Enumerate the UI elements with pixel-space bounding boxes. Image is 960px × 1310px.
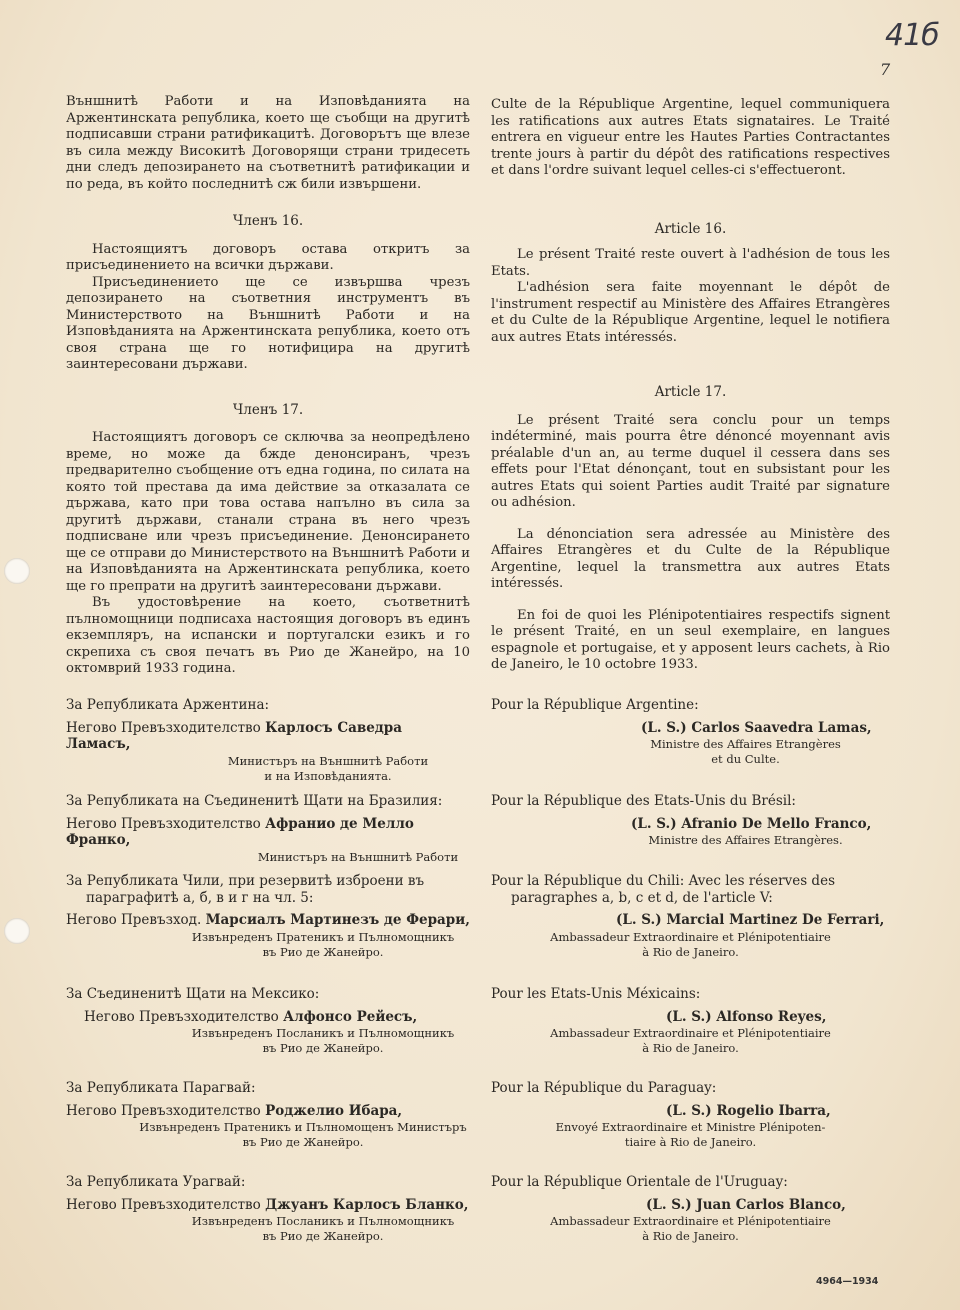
signatory-title: въ Рио де Жанейро.: [262, 944, 384, 959]
signature-block: [66, 793, 470, 873]
signatory-name: Карлосъ Саведра Ламасъ,: [66, 719, 402, 752]
article-16-heading: Article 16.: [654, 220, 727, 237]
signatory-title: Министъръ на Външнитѣ Работи: [227, 753, 429, 768]
paragraph: Въ удостовѣрение на което, съответнитѣ пълномощници подписаха настоящия договоръ въ единъ екземпляръ, на испански и португалски езикъ и го скрепиха съ своя печатъ въ Рио де Жанейро, на 10 октомврий 1933 година.: [66, 595, 470, 676]
signature-country: Pour la République des Etats-Unis du Brésil:: [491, 793, 796, 809]
signature-country: За Републиката на Съединенитѣ Щати на Бразилия:: [66, 793, 443, 809]
signatory-title: Извънреденъ Посланикъ и Пълномощникъ: [191, 1214, 455, 1228]
signatory-title: Ministre des Affaires Etrangères: [650, 737, 841, 751]
signatory-name: (L. S.) Rogelio Ibarra,: [666, 1102, 831, 1119]
signatory-name: Джуанъ Карлосъ Бланко,: [265, 1196, 469, 1213]
signature-country: Pour la République du Paraguay:: [491, 1080, 717, 1096]
signatory-title: Ambassadeur Extraordinaire et Plénipotentiaire: [550, 929, 831, 944]
signature-name-line: Негово Превъзходителство Джуанъ Карлосъ Бланко,: [66, 1196, 469, 1213]
signatory-name: (L. S.) Juan Carlos Blanco,: [646, 1196, 846, 1213]
signature-block: [491, 1174, 890, 1243]
signature-name-line: Негово Превъзходителство Роджелио Ибара,: [66, 1102, 403, 1119]
signatory-title: Извънреденъ Пратеникъ и Пълномощенъ Министъръ: [139, 1120, 467, 1134]
signature-block: [66, 1080, 470, 1174]
paragraph: En foi de quoi les Plénipotentiaires respectifs signent le présent Traité, en un seul exemplaire, en langues espagnole et portugaise, et y apposent leurs cachets, à Rio de Janeiro, le 10 octobre 1933.: [491, 607, 890, 672]
signature-block: [491, 1080, 890, 1174]
paragraph: Le présent Traité reste ouvert à l'adhésion de tous les Etats.: [491, 247, 890, 279]
paragraph-continuation: Culte de la République Argentine, lequel communiquera les ratifications aux autres Etats signataires. Le Traité entrera en vigueur entre les Hautes Parties Contractantes trente jours à partir du dépôt des ratifications respectives et dans l'ordre suivant lequel celles-ci s'effectueront.: [491, 97, 890, 178]
signature-country: Pour la République du Chili: Avec les réserves des paragraphes a, b, c et d, de l'article V:: [491, 873, 835, 906]
handwritten-folio: 41б: [885, 18, 939, 53]
signature-block: [491, 793, 890, 873]
article-17-heading: Членъ 17.: [232, 401, 304, 418]
signature-country: За Републиката Чили, при резервитѣ изброени въ параграфитѣ а, б, в и г на чл. 5:: [66, 873, 425, 906]
signatory-title: въ Рио де Жанейро.: [242, 1135, 364, 1149]
signature-country: За Републиката Урагвай:: [66, 1174, 246, 1190]
french-column: [491, 97, 890, 674]
signature-block: [491, 697, 890, 793]
signature-block: [66, 1174, 470, 1243]
signature-country: Pour les Etats-Unis Méxicains:: [491, 986, 701, 1002]
bulgarian-column: [66, 94, 470, 678]
punch-hole: [4, 558, 30, 584]
signatory-name: Роджелио Ибара,: [265, 1102, 403, 1119]
signature-country: За Републиката Аржентина:: [66, 697, 270, 713]
signatory-name: Афранио де Мелло Франко,: [66, 815, 414, 848]
page-number: 7: [880, 60, 891, 79]
signature-country: За Републиката Парагвай:: [66, 1080, 256, 1096]
signature-country: За Съединенитѣ Щати на Мексико:: [66, 986, 320, 1002]
signature-block: [66, 873, 470, 986]
signatory-title: Ambassadeur Extraordinaire et Plénipotentiaire: [550, 1026, 831, 1040]
paragraph: Настоящиятъ договоръ остава откритъ за присъединението на всички държави.: [66, 241, 470, 273]
signature-country: Pour la République Orientale de l'Uruguay:: [491, 1174, 788, 1190]
signatory-name: Алфонсо Рейесъ,: [283, 1008, 418, 1025]
signatory-title: въ Рио де Жанейро.: [262, 1229, 384, 1243]
signatory-title: tiaire à Rio de Janeiro.: [624, 1135, 757, 1149]
signature-block: [66, 986, 470, 1080]
signatory-title: Министъръ на Външнитѣ Работи: [257, 849, 459, 864]
french-signatures: [491, 697, 890, 1243]
signatory-title: à Rio de Janeiro.: [642, 944, 739, 959]
signatory-title: въ Рио де Жанейро.: [262, 1041, 384, 1055]
signatory-title: и на Изповѣданията.: [264, 768, 392, 783]
signatory-title: à Rio de Janeiro.: [642, 1041, 739, 1055]
paragraph: L'adhésion sera faite moyennant le dépôt de l'instrument respectif au Ministère des Affaires Etrangères et du Culte de la République Argentine, lequel le notifiera aux autres Etats intéressés.: [491, 280, 890, 345]
paragraph: Le présent Traité sera conclu pour un temps indéterminé, mais pourra être dénoncé moyennant avis préalable d'un an, au terme duquel il cessera dans ses effets pour l'Etat dénonçant, tout en subsistant pour les autres Etats qui soient Parties audit Traité par signature ou adhésion.: [491, 412, 890, 510]
signatory-name: Марсиалъ Мартинезъ де Ферари,: [205, 912, 470, 928]
paragraph: Присъединението ще се извършва чрезъ депозирането на съответния инструментъ въ Министерството на Външнитѣ Работи и на Изповѣданията на Аржентинската република, което отъ своя страна ще го нотифицира на другитѣ заинтересовани държави.: [66, 274, 470, 372]
article-16-heading: Членъ 16.: [232, 213, 304, 229]
signature-block: [66, 697, 470, 793]
paragraph: Настоящиятъ договоръ се сключва за неопредѣлено време, но може да бжде денонсиранъ, чрезъ предварително съобщение отъ една година, по силата на която той престава да има действие за отказалата се държава, като при това остава напълно въ сила за другитѣ държави, станали страна въ него чрезъ подписване или чрезъ присъединение. Денонсирането ще се отправи до Министерството на Външнитѣ Работи и на Изповѣданията на Аржентинската република, което ще го препрати на другитѣ заинтересовани държави.: [66, 430, 470, 594]
signatory-name: (L. S.) Afranio De Mello Franco,: [631, 815, 872, 832]
signatory-name: (L. S.) Marcial Martinez De Ferrari,: [616, 912, 885, 928]
signatory-title: Envoyé Extraordinaire et Ministre Plénipoten-: [555, 1120, 826, 1134]
signatory-title: Извънреденъ Пратеникъ и Пълномощникъ: [191, 929, 455, 944]
signature-name-line: Негово Превъзход. Марсиалъ Мартинезъ де Ферари,: [66, 912, 470, 928]
signatory-name: (L. S.) Alfonso Reyes,: [666, 1008, 827, 1025]
article-17-heading: Article 17.: [654, 384, 727, 400]
bulgarian-signatures: [66, 697, 470, 1243]
signature-block: [491, 873, 890, 986]
paragraph-continuation: Външнитѣ Работи и на Изповѣданията на Аржентинската република, което ще съобщи на другитѣ подписавши страни ратификацитѣ. Договорътъ ще влезе въ сила между Високитѣ Договорящи страни тридесеть дни следъ депозирането на съответнитѣ ратификации и по реда, въ който последнитѣ сж били извършени.: [66, 94, 470, 192]
signatory-title: à Rio de Janeiro.: [642, 1229, 739, 1243]
punch-hole: [4, 918, 30, 944]
signature-name-line: Негово Превъзходителство Карлосъ Саведра Ламасъ,: [66, 719, 402, 752]
signatory-name: (L. S.) Carlos Saavedra Lamas,: [641, 719, 872, 736]
signature-block: [491, 986, 890, 1080]
signatory-title: Извънреденъ Посланикъ и Пълномощникъ: [191, 1026, 455, 1040]
signature-name-line: Негово Превъзходителство Алфонсо Рейесъ,: [84, 1008, 418, 1025]
signatory-title: Ambassadeur Extraordinaire et Plénipotentiaire: [550, 1214, 831, 1228]
paragraph: La dénonciation sera adressée au Ministère des Affaires Etrangères et du Culte de la République Argentine, lequel la transmettra aux autres Etats intéressés.: [491, 526, 890, 591]
signature-name-line: Негово Превъзходителство Афранио де Мелло Франко,: [66, 815, 414, 848]
print-reference: 4964—1934: [816, 1276, 879, 1287]
signatory-title: Ministre des Affaires Etrangères.: [648, 833, 843, 847]
signature-country: Pour la République Argentine:: [491, 697, 699, 713]
signatory-title: et du Culte.: [711, 752, 780, 766]
